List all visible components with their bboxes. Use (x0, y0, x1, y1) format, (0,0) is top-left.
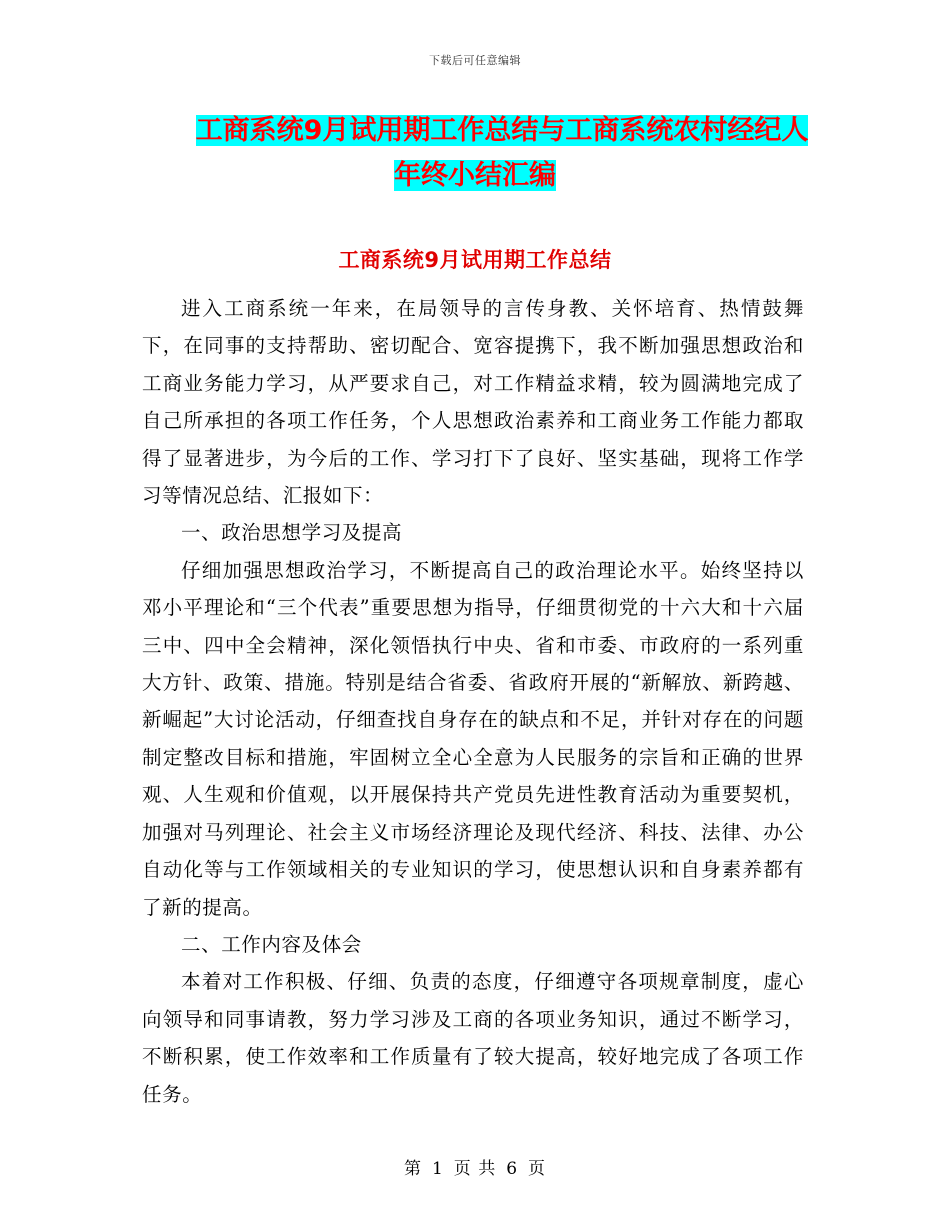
paragraph-work-content: 本着对工作积极、仔细、负责的态度，仔细遵守各项规章制度，虚心向领导和同事请教，努力学习涉及工商的各项业务知识，通过不断学习，不断积累，使工作效率和工作质量有了较大提高，较好地完成了各项工作任务。 (142, 970, 804, 1106)
document-title-line-2: 年终小结汇编 (394, 160, 556, 191)
total-page-count: 6 (506, 1159, 519, 1179)
header-note: 下载后可任意编辑 (429, 54, 521, 67)
document-title-line-1: 工商系统9月试用期工作总结与工商系统农村经纪人 (195, 115, 809, 146)
footer-middle: 页 共 (453, 1159, 497, 1179)
heading-work-content: 二、工作内容及体会 (181, 932, 362, 956)
paragraph-intro: 进入工商系统一年来，在局领导的言传身教、关怀培育、热情鼓舞下，在同事的支持帮助、密切配合、宽容提携下，我不断加强思想政治和工商业务能力学习，从严要求自己，对工作精益求精，较为圆满地完成了自己所承担的各项工作任务，个人思想政治素养和工商业务工作能力都取得了显著进步，为今后的工作、学习打下了良好、坚实基础，现将工作学习等情况总结、汇报如下： (142, 297, 804, 508)
document-title (0, 108, 950, 198)
paragraph-political-study: 仔细加强思想政治学习，不断提高自己的政治理论水平。始终坚持以邓小平理论和“三个代表”重要思想为指导，仔细贯彻党的十六大和十六届三中、四中全会精神，深化领悟执行中央、省和市委、市政府的一系列重大方针、政策、措施。特别是结合省委、省政府开展的“新解放、新跨越、新崛起”大讨论活动，仔细查找自身存在的缺点和不足，并针对存在的问题制定整改目标和措施，牢固树立全心全意为人民服务的宗旨和正确的世界观、人生观和价值观，以开展保持共产党员先进性教育活动为重要契机，加强对马列理论、社会主义市场经济理论及现代经济、科技、法律、办公自动化等与工作领域相关的专业知识的学习，使思想认识和自身素养都有了新的提高。 (142, 558, 804, 919)
footer-prefix: 第 (403, 1159, 422, 1179)
footer-suffix: 页 (528, 1159, 547, 1179)
section-title: 工商系统9月试用期工作总结 (338, 248, 612, 272)
page-footer (0, 1154, 950, 1179)
body-text (142, 290, 804, 1113)
heading-political-study: 一、政治思想学习及提高 (181, 521, 403, 545)
current-page-number: 1 (431, 1159, 444, 1179)
